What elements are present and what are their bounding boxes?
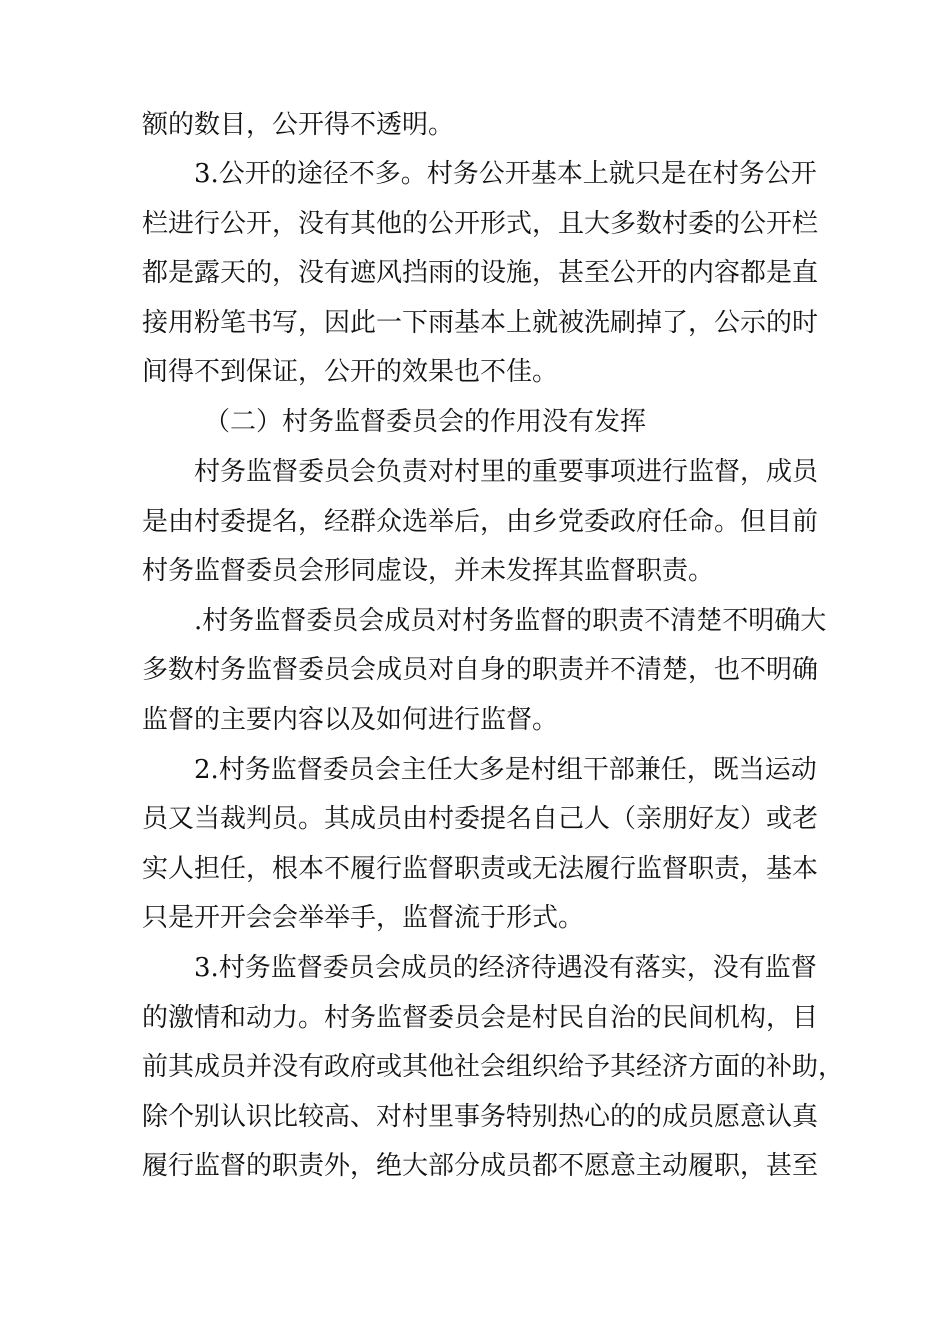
text-line: 都是露天的，没有遮风挡雨的设施，甚至公开的内容都是直 [142,258,819,288]
text-line: 除个别认识比较高、对村里事务特别热心的的成员愿意认真 [142,1102,819,1132]
text-line: 2.村务监督委员会主任大多是村组干部兼任，既当运动 [194,755,817,785]
text-line: 接用粉笔书写，因此一下雨基本上就被洗刷掉了，公示的时 [142,308,819,338]
text-line: 村务监督委员会形同虚设，并未发挥其监督职责。 [142,556,715,586]
text-line: 间得不到保证，公开的效果也不佳。 [142,357,559,387]
text-line: 的激情和动力。村务监督委员会是村民自治的民间机构，目 [142,1003,819,1033]
text-line: 前其成员并没有政府或其他社会组织给予其经济方面的补助， [142,1052,845,1082]
text-line: 村务监督委员会负责对村里的重要事项进行监督，成员 [194,457,819,487]
text-line: 履行监督的职责外，绝大部分成员都不愿意主动履职，甚至 [142,1151,819,1181]
text-line: 3.村务监督委员会成员的经济待遇没有落实，没有监督 [194,953,817,983]
text-line: 监督的主要内容以及如何进行监督。 [142,705,559,735]
text-line: 多数村务监督委员会成员对自身的职责并不清楚，也不明确 [142,655,819,685]
text-line: 栏进行公开，没有其他的公开形式，且大多数村委的公开栏 [142,209,819,239]
text-line: 是由村委提名，经群众选举后，由乡党委政府任命。但目前 [142,507,819,537]
text-line: 员又当裁判员。其成员由村委提名自己人（亲朋好友）或老 [142,804,819,834]
text-line: 额的数目，公开得不透明。 [142,110,455,140]
section-heading: （二）村务监督委员会的作用没有发挥 [204,407,647,437]
text-line: 只是开开会会举举手，监督流于形式。 [142,903,585,933]
text-line: .村务监督委员会成员对村务监督的职责不清楚不明确大 [194,606,827,636]
text-line: 3.公开的途径不多。村务公开基本上就只是在村务公开 [194,159,817,189]
text-line: 实人担任，根本不履行监督职责或无法履行监督职责，基本 [142,854,819,884]
